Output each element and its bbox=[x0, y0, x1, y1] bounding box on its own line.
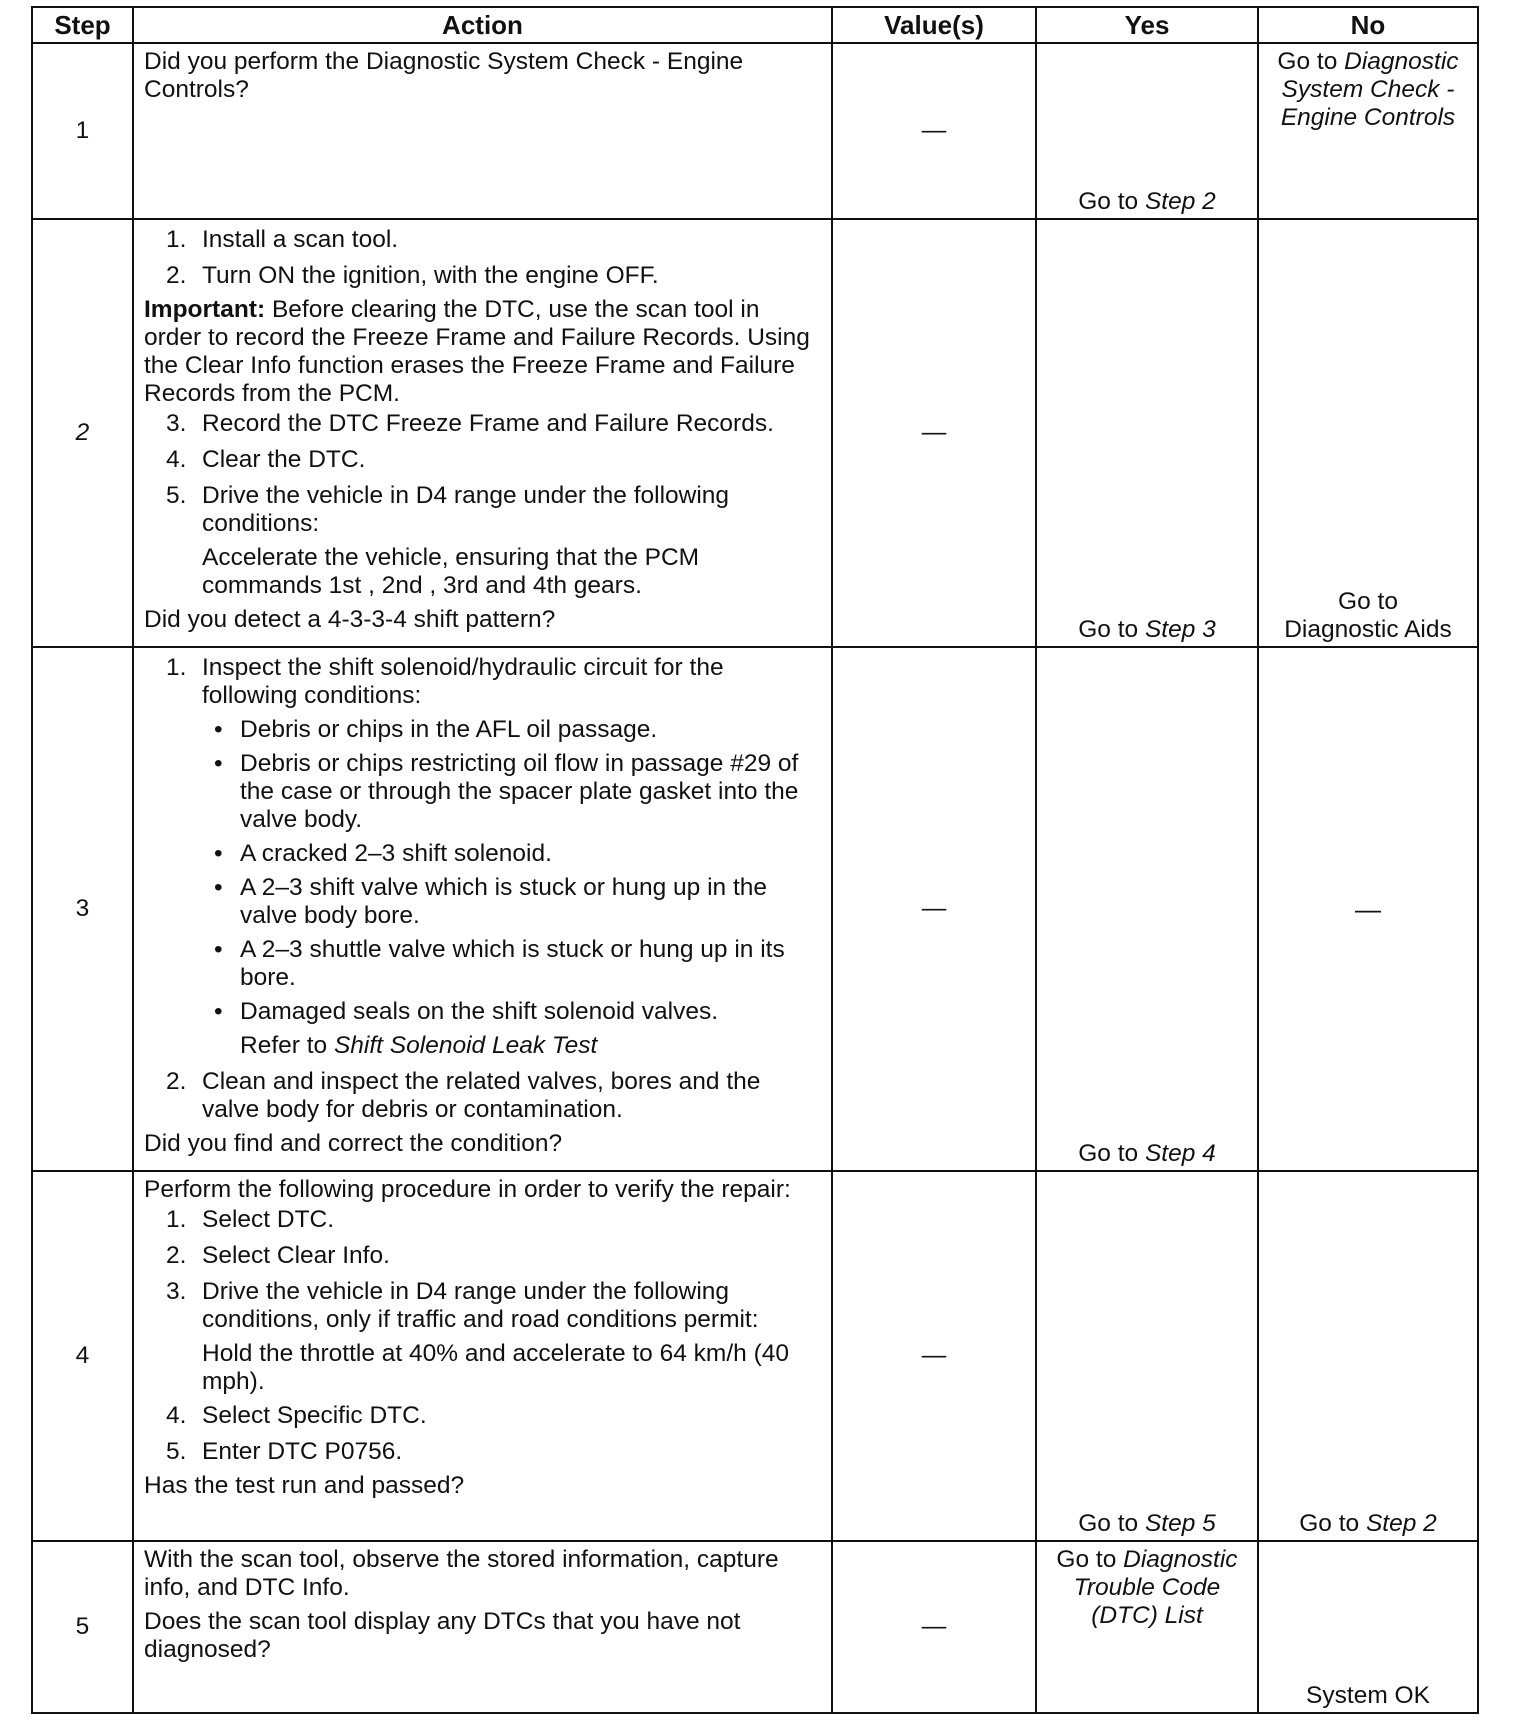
no-cell bbox=[1258, 43, 1478, 219]
yes-cell bbox=[1036, 1541, 1258, 1713]
no-link[interactable]: Step 2 bbox=[1365, 1510, 1437, 1537]
no-goto[interactable]: Go to Diagnostic Aids bbox=[1259, 588, 1477, 644]
table-row-step-2 bbox=[32, 219, 1478, 647]
action-question: Did you perform the Diagnostic System Check - Engine Controls? bbox=[144, 48, 744, 103]
header-step: Step bbox=[32, 7, 133, 43]
yes-cell bbox=[1036, 1171, 1258, 1541]
important-note: Important: Before clearing the DTC, use the scan tool in order to record the Freeze Frame and Failure Records. Using the Clear Info function erases the Freeze Frame and Failure Records from the PCM. bbox=[144, 296, 810, 407]
value-cell: — bbox=[832, 1541, 1036, 1713]
no-cell bbox=[1258, 1171, 1478, 1541]
action-steps bbox=[144, 654, 821, 1124]
value-cell: — bbox=[832, 219, 1036, 647]
header-row bbox=[32, 7, 1478, 43]
yes-link[interactable]: Step 3 bbox=[1144, 616, 1216, 643]
yes-cell bbox=[1036, 219, 1258, 647]
sub-condition: Accelerate the vehicle, ensuring that the PCM commands 1st , 2nd , 3rd and 4th gears. bbox=[202, 544, 700, 599]
bullet-item: • A cracked 2–3 shift solenoid. bbox=[202, 840, 821, 868]
table-row-step-1 bbox=[32, 43, 1478, 219]
yes-goto[interactable]: Go to Step 4 bbox=[1078, 1140, 1216, 1167]
bullet-item: • Damaged seals on the shift solenoid valves. bbox=[202, 998, 821, 1026]
diagnostic-table bbox=[31, 6, 1479, 1714]
refer-note: Refer to Shift Solenoid Leak Test bbox=[240, 1032, 598, 1059]
list-item: 2. Turn ON the ignition, with the engine OFF. bbox=[166, 262, 659, 289]
no-goto[interactable]: Go to Step 2 bbox=[1299, 1510, 1437, 1537]
action-steps bbox=[144, 1206, 821, 1334]
list-item: 5. Drive the vehicle in D4 range under the following conditions: bbox=[166, 482, 730, 537]
action-question: Has the test run and passed? bbox=[144, 1472, 465, 1499]
list-item: 4. Clear the DTC. bbox=[166, 446, 366, 473]
action-cell bbox=[133, 1171, 832, 1541]
action-intro: Perform the following procedure in order to verify the repair: bbox=[144, 1176, 791, 1203]
action-steps bbox=[144, 410, 821, 538]
condition-bullets bbox=[202, 716, 821, 1026]
list-item: 2. Select Clear Info. bbox=[166, 1242, 390, 1269]
step-number: 2 bbox=[32, 219, 133, 647]
no-result: System OK bbox=[1306, 1682, 1430, 1709]
step-number: 3 bbox=[32, 647, 133, 1171]
yes-goto[interactable]: Go to Step 3 bbox=[1078, 616, 1216, 643]
action-question: Did you detect a 4-3-3-4 shift pattern? bbox=[144, 606, 556, 633]
no-link[interactable]: Diagnostic Aids bbox=[1284, 616, 1452, 643]
action-question: Did you find and correct the condition? bbox=[144, 1130, 563, 1157]
action-cell bbox=[133, 43, 832, 219]
list-item: 5. Enter DTC P0756. bbox=[166, 1438, 403, 1465]
value-cell: — bbox=[832, 647, 1036, 1171]
step-number: 5 bbox=[32, 1541, 133, 1713]
yes-link[interactable]: Step 4 bbox=[1144, 1140, 1216, 1167]
no-cell: — bbox=[1258, 647, 1478, 1171]
action-steps bbox=[144, 1402, 821, 1466]
yes-link[interactable]: Diagnostic Trouble Code (DTC) List bbox=[1073, 1546, 1238, 1629]
list-item: 2. Clean and inspect the related valves, bores and the valve body for debris or contamination. bbox=[166, 1068, 761, 1123]
action-question: Does the scan tool display any DTCs that you have not diagnosed? bbox=[144, 1608, 741, 1663]
sub-condition: Hold the throttle at 40% and accelerate to 64 km/h (40 mph). bbox=[202, 1340, 789, 1395]
yes-cell bbox=[1036, 43, 1258, 219]
table-row-step-4 bbox=[32, 1171, 1478, 1541]
yes-link[interactable]: Step 2 bbox=[1144, 188, 1216, 215]
yes-goto[interactable]: Go to Step 2 bbox=[1078, 188, 1216, 215]
list-item: 4. Select Specific DTC. bbox=[166, 1402, 427, 1429]
value-cell: — bbox=[832, 1171, 1036, 1541]
yes-link[interactable]: Step 5 bbox=[1144, 1510, 1216, 1537]
header-action: Action bbox=[133, 7, 832, 43]
table-row-step-3 bbox=[32, 647, 1478, 1171]
yes-goto[interactable]: Go to Step 5 bbox=[1078, 1510, 1216, 1537]
list-item: 3. Record the DTC Freeze Frame and Failure Records. bbox=[166, 410, 774, 437]
list-item: 3. Drive the vehicle in D4 range under the following conditions, only if traffic and road conditions permit: bbox=[166, 1278, 759, 1333]
action-text: With the scan tool, observe the stored information, capture info, and DTC Info. bbox=[144, 1546, 779, 1601]
bullet-item: • Debris or chips in the AFL oil passage. bbox=[202, 716, 821, 744]
action-cell bbox=[133, 1541, 832, 1713]
yes-cell bbox=[1036, 647, 1258, 1171]
step-number: 4 bbox=[32, 1171, 133, 1541]
list-item: 1. Install a scan tool. bbox=[166, 226, 399, 253]
no-link[interactable]: Diagnostic System Check - Engine Controls bbox=[1280, 48, 1459, 131]
yes-goto[interactable]: Go to Diagnostic Trouble Code (DTC) List bbox=[1056, 1546, 1238, 1629]
action-cell bbox=[133, 219, 832, 647]
no-goto[interactable]: Go to Diagnostic System Check - Engine Controls bbox=[1277, 48, 1459, 131]
header-yes: Yes bbox=[1036, 7, 1258, 43]
value-cell: — bbox=[832, 43, 1036, 219]
bullet-item: • A 2–3 shuttle valve which is stuck or hung up in its bore. bbox=[202, 936, 821, 992]
action-cell bbox=[133, 647, 832, 1171]
header-no: No bbox=[1258, 7, 1478, 43]
no-cell bbox=[1258, 1541, 1478, 1713]
no-cell bbox=[1258, 219, 1478, 647]
action-steps bbox=[144, 226, 821, 290]
header-values: Value(s) bbox=[832, 7, 1036, 43]
table-row-step-5 bbox=[32, 1541, 1478, 1713]
refer-link[interactable]: Shift Solenoid Leak Test bbox=[333, 1032, 598, 1059]
bullet-item: • Debris or chips restricting oil flow in passage #29 of the case or through the spacer plate gasket into the valve body. bbox=[202, 750, 821, 834]
bullet-item: • A 2–3 shift valve which is stuck or hung up in the valve body bore. bbox=[202, 874, 821, 930]
list-item: 1. Inspect the shift solenoid/hydraulic circuit for the following conditions: • Debris or chips in the AFL oil passage. • Debris or chips restricting oil flow in passage #29 of the case or through the spacer plate gasket into the valve body. • A cracked 2–3 shift solenoid. • A 2–3 shift valve which is stuck or hung up in the valve body bore. • A 2–3 shuttle valve which is stuck or hung up in its bore. • Damaged seals on the shift solenoid valves. Refer to Shift Solenoid Leak Test bbox=[144, 654, 821, 1060]
list-item: 1. Select DTC. bbox=[166, 1206, 335, 1233]
step-number: 1 bbox=[32, 43, 133, 219]
